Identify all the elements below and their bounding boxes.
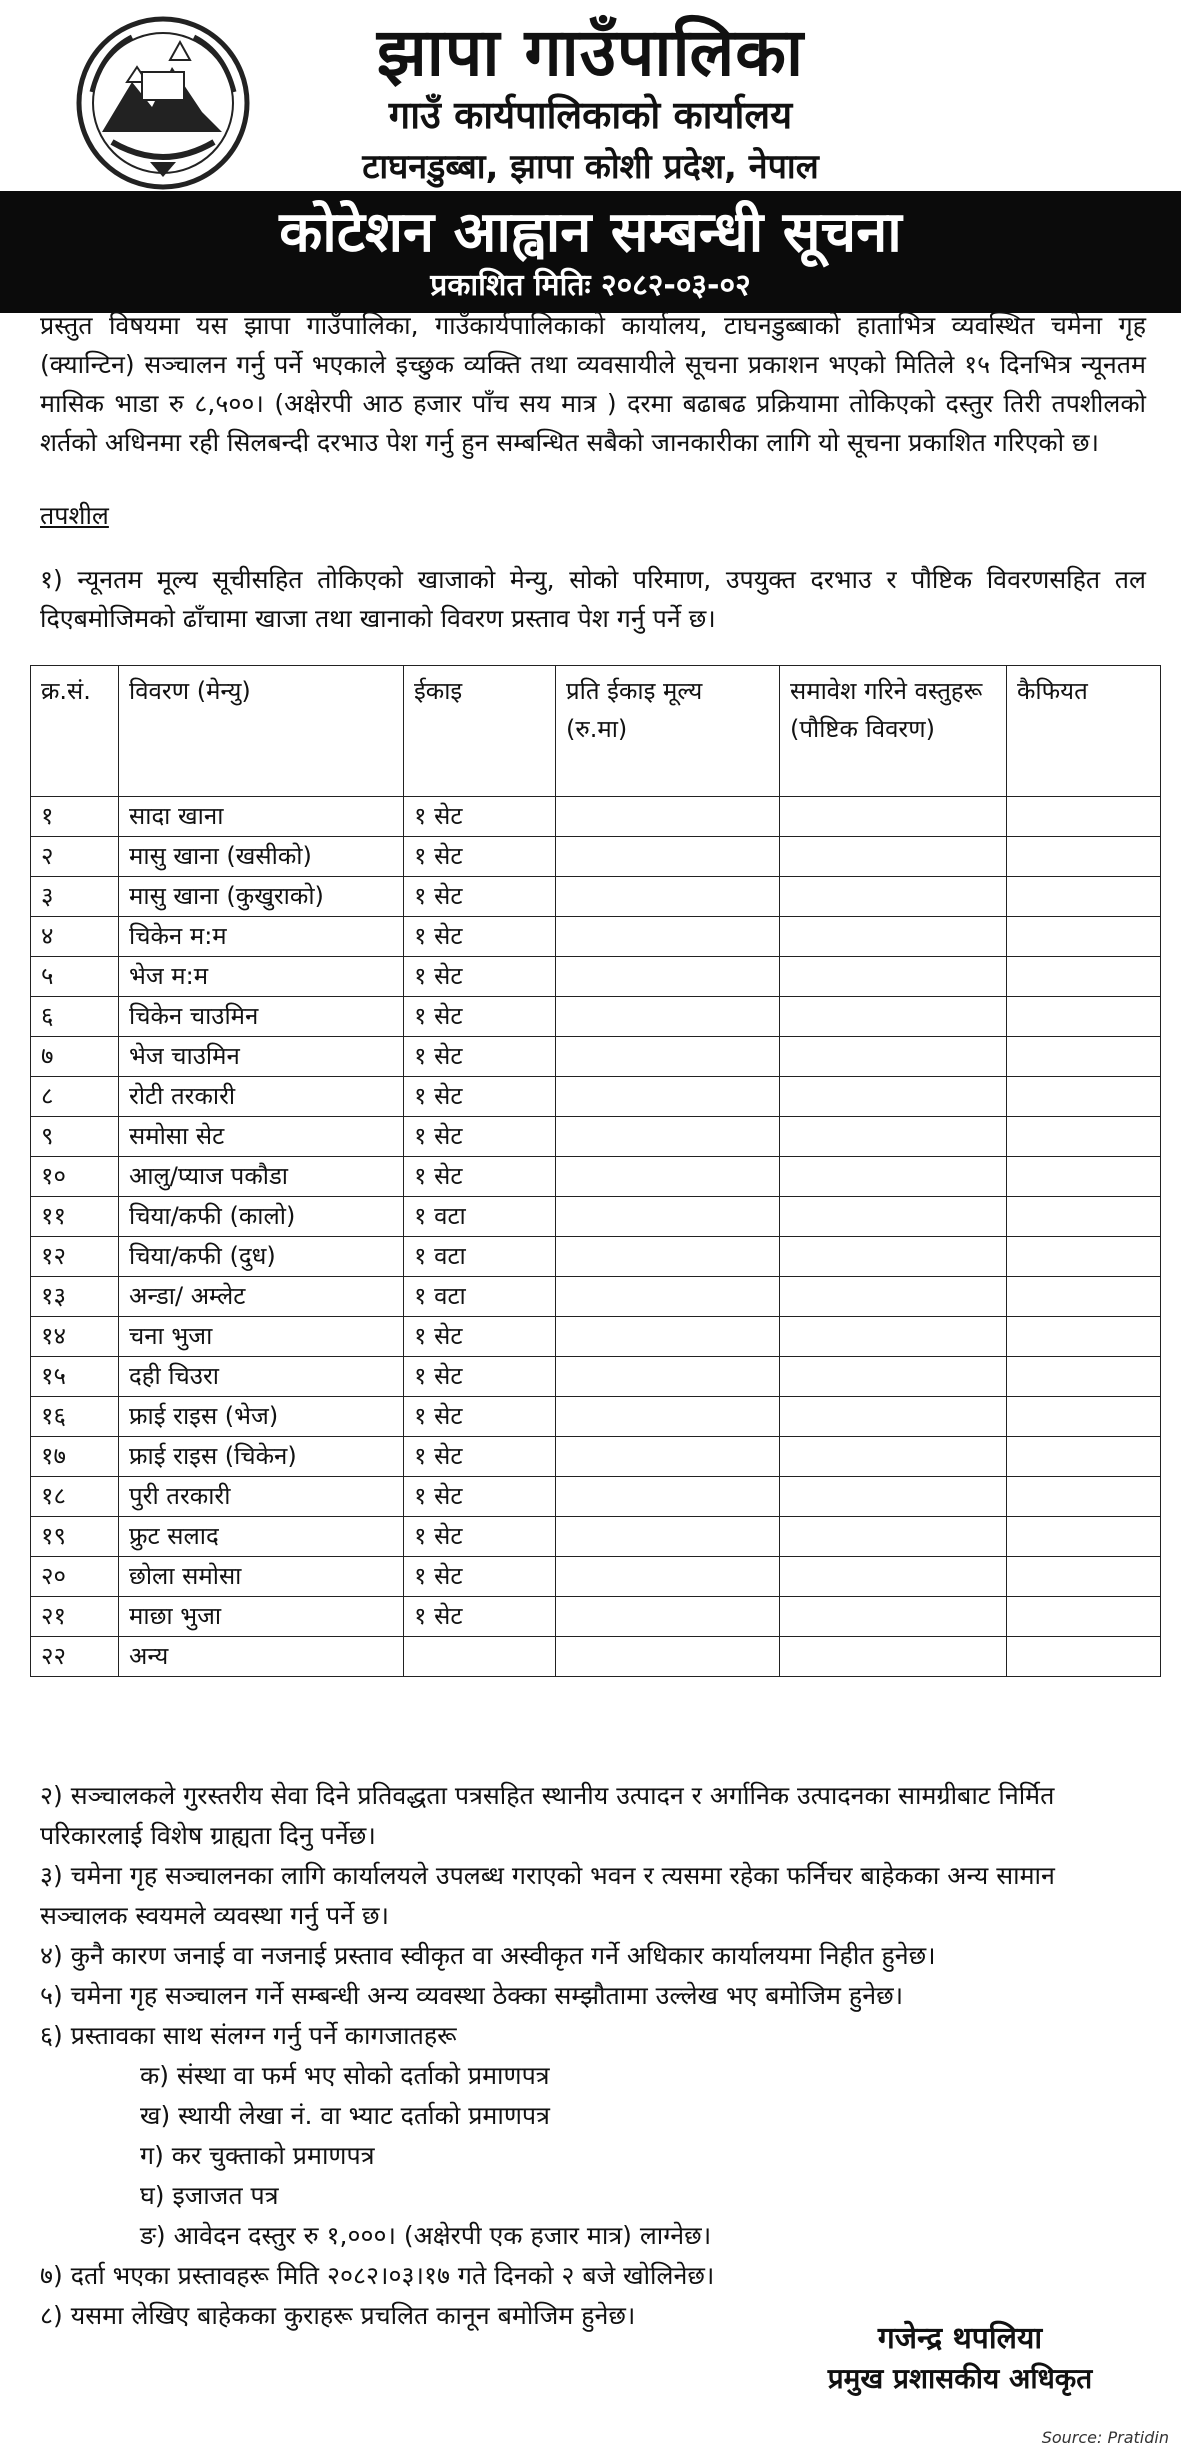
cell-price: [556, 1077, 780, 1117]
point-2: २) सञ्चालकले गुरस्तरीय सेवा दिने प्रतिवद्धता पत्रसहित स्थानीय उत्पादन र अर्गानिक उत्पादनका सामग्रीबाट निर्मित परिकारलाई विशेष ग्राह्यता दिनु पर्नेछ।: [40, 1781, 1055, 1850]
cell-remarks: [1007, 1637, 1161, 1677]
cell-nutrition: [780, 1637, 1007, 1677]
cell-unit: १ सेट: [404, 1477, 556, 1517]
cell-sn: १२: [31, 1237, 119, 1277]
cell-remarks: [1007, 1077, 1161, 1117]
table-row: [31, 1517, 1161, 1557]
cell-remarks: [1007, 1357, 1161, 1397]
cell-unit: १ सेट: [404, 997, 556, 1037]
cell-item: रोटी तरकारी: [119, 1077, 404, 1117]
cell-nutrition: [780, 1437, 1007, 1477]
table-row: [31, 1557, 1161, 1597]
cell-item: चिया/कफी (दुध): [119, 1237, 404, 1277]
table-row: [31, 1597, 1161, 1637]
point-1: १) न्यूनतम मूल्य सूचीसहित तोकिएको खाजाको मेन्यु, सोको परिमाण, उपयुक्त दरभाउ र पौष्टिक विवरणसहित तल दिएबमोजिमको ढाँचामा खाजा तथा खानाको विवरण प्रस्ताव पेश गर्नु पर्ने छ।: [40, 565, 1146, 633]
header-nutrition: समावेश गरिने वस्तुहरू (पौष्टिक विवरण): [780, 666, 1007, 797]
cell-sn: ७: [31, 1037, 119, 1077]
cell-price: [556, 1397, 780, 1437]
table-row: [31, 1037, 1161, 1077]
cell-sn: १९: [31, 1517, 119, 1557]
table-row: [31, 1197, 1161, 1237]
document-item: ख) स्थायी लेखा नं. वा भ्याट दर्ताको प्रमाणपत्र: [140, 2101, 550, 2130]
cell-nutrition: [780, 1317, 1007, 1357]
cell-price: [556, 1037, 780, 1077]
cell-remarks: [1007, 1277, 1161, 1317]
table-row: [31, 877, 1161, 917]
cell-item: दही चिउरा: [119, 1357, 404, 1397]
table-row: [31, 1317, 1161, 1357]
cell-unit: १ सेट: [404, 1437, 556, 1477]
cell-price: [556, 997, 780, 1037]
cell-remarks: [1007, 917, 1161, 957]
cell-sn: १४: [31, 1317, 119, 1357]
cell-nutrition: [780, 1157, 1007, 1197]
cell-item: चिया/कफी (कालो): [119, 1197, 404, 1237]
cell-remarks: [1007, 1317, 1161, 1357]
cell-remarks: [1007, 837, 1161, 877]
cell-price: [556, 1597, 780, 1637]
cell-remarks: [1007, 1597, 1161, 1637]
cell-nutrition: [780, 1557, 1007, 1597]
cell-unit: १ सेट: [404, 1557, 556, 1597]
notice-title: कोटेशन आह्वान सम्बन्धी सूचना: [279, 200, 902, 265]
cell-unit: १ वटा: [404, 1277, 556, 1317]
cell-remarks: [1007, 1557, 1161, 1597]
cell-nutrition: [780, 997, 1007, 1037]
cell-nutrition: [780, 837, 1007, 877]
cell-remarks: [1007, 957, 1161, 997]
cell-unit: १ वटा: [404, 1237, 556, 1277]
cell-unit: १ सेट: [404, 1397, 556, 1437]
cell-price: [556, 1317, 780, 1357]
cell-item: भेज चाउमिन: [119, 1037, 404, 1077]
cell-unit: १ वटा: [404, 1197, 556, 1237]
table-row: [31, 1117, 1161, 1157]
cell-price: [556, 1477, 780, 1517]
signatory-name: गजेन्द्र थपलिया: [877, 2321, 1043, 2356]
terms-list: [40, 1776, 1150, 2336]
source-credit: Source: Pratidin: [1041, 2428, 1169, 2447]
table-row: [31, 837, 1161, 877]
table-row: [31, 1437, 1161, 1477]
point-3: ३) चमेना गृह सञ्चालनका लागि कार्यालयले उपलब्ध गराएको भवन र त्यसमा रहेका फर्निचर बाहेकका अन्य सामान सञ्चालक स्वयमले व्यवस्था गर्नु पर्ने छ।: [40, 1861, 1055, 1930]
point-8: ८) यसमा लेखिए बाहेकका कुराहरू प्रचलित कानून बमोजिम हुनेछ।: [40, 2301, 636, 2330]
cell-sn: ६: [31, 997, 119, 1037]
cell-remarks: [1007, 1517, 1161, 1557]
cell-sn: ८: [31, 1077, 119, 1117]
cell-item: मासु खाना (खसीको): [119, 837, 404, 877]
header-price: प्रति ईकाइ मूल्य (रु.मा): [556, 666, 780, 797]
cell-item: चिकेन चाउमिन: [119, 997, 404, 1037]
table-row: [31, 1357, 1161, 1397]
cell-nutrition: [780, 1397, 1007, 1437]
cell-item: समोसा सेट: [119, 1117, 404, 1157]
cell-remarks: [1007, 797, 1161, 837]
cell-remarks: [1007, 997, 1161, 1037]
cell-sn: ४: [31, 917, 119, 957]
cell-remarks: [1007, 1197, 1161, 1237]
cell-unit: [404, 1637, 556, 1677]
table-row: [31, 1637, 1161, 1677]
table-row: [31, 1397, 1161, 1437]
menu-table: [30, 665, 1161, 1677]
table-row: [31, 1237, 1161, 1277]
cell-remarks: [1007, 1117, 1161, 1157]
cell-unit: १ सेट: [404, 917, 556, 957]
cell-unit: १ सेट: [404, 1157, 556, 1197]
document-item: क) संस्था वा फर्म भए सोको दर्ताको प्रमाणपत्र: [140, 2061, 550, 2090]
cell-item: फ्रुट सलाद: [119, 1517, 404, 1557]
table-header-row: [31, 666, 1161, 797]
cell-remarks: [1007, 1237, 1161, 1277]
cell-nutrition: [780, 1237, 1007, 1277]
cell-sn: ९: [31, 1117, 119, 1157]
cell-nutrition: [780, 957, 1007, 997]
cell-nutrition: [780, 1477, 1007, 1517]
cell-unit: १ सेट: [404, 1517, 556, 1557]
cell-price: [556, 957, 780, 997]
cell-price: [556, 1277, 780, 1317]
point-6: ६) प्रस्तावका साथ संलग्न गर्नु पर्ने कागजातहरू: [40, 2021, 457, 2050]
cell-unit: १ सेट: [404, 1597, 556, 1637]
cell-nutrition: [780, 917, 1007, 957]
cell-nutrition: [780, 1357, 1007, 1397]
table-row: [31, 1077, 1161, 1117]
cell-sn: १: [31, 797, 119, 837]
cell-nutrition: [780, 797, 1007, 837]
cell-price: [556, 1157, 780, 1197]
table-row: [31, 797, 1161, 837]
cell-remarks: [1007, 1037, 1161, 1077]
intro-paragraph: प्रस्तुत विषयमा यस झापा गाउँपालिका, गाउँकार्यपालिकाको कार्यालय, टाघनडुब्बाको हाताभित्र व्यवस्थित चमेना गृह (क्यान्टिन) सञ्चालन गर्नु पर्ने भएकाले इच्छुक व्यक्ति तथा व्यवसायीले सूचना प्रकाशन भएको मितिले १५ दिनभित्र न्यूनतम मासिक भाडा रु ८,५००। (अक्षेरपी आठ हजार पाँच सय मात्र ) दरमा बढाबढ प्रक्रियामा तोकिएको दस्तुर तिरी तपशीलको शर्तको अधिनमा रही सिलबन्दी दरभाउ पेश गर्नु हुन सम्बन्धित सबैको जानकारीका लागि यो सूचना प्रकाशित गरिएको छ।: [40, 311, 1146, 457]
cell-sn: ११: [31, 1197, 119, 1237]
published-date: प्रकाशित मितिः २०८२-०३-०२: [430, 268, 751, 303]
cell-unit: १ सेट: [404, 1317, 556, 1357]
table-row: [31, 917, 1161, 957]
cell-remarks: [1007, 1437, 1161, 1477]
signatory-title: प्रमुख प्रशासकीय अधिकृत: [827, 2362, 1093, 2395]
document-item: ङ) आवेदन दस्तुर रु १,०००। (अक्षेरपी एक हजार मात्र) लाग्नेछ।: [140, 2221, 712, 2250]
cell-item: फ्राई राइस (भेज): [119, 1397, 404, 1437]
cell-nutrition: [780, 1037, 1007, 1077]
cell-item: अन्य: [119, 1637, 404, 1677]
cell-item: मासु खाना (कुखुराको): [119, 877, 404, 917]
cell-nutrition: [780, 1077, 1007, 1117]
cell-price: [556, 877, 780, 917]
cell-nutrition: [780, 877, 1007, 917]
cell-unit: १ सेट: [404, 837, 556, 877]
cell-item: चना भुजा: [119, 1317, 404, 1357]
cell-sn: १५: [31, 1357, 119, 1397]
cell-unit: १ सेट: [404, 1077, 556, 1117]
header-remarks: कैफियत: [1007, 666, 1161, 797]
cell-price: [556, 1437, 780, 1477]
document-item: ग) कर चुक्ताको प्रमाणपत्र: [140, 2141, 375, 2170]
point-4: ४) कुनै कारण जनाई वा नजनाई प्रस्ताव स्वीकृत वा अस्वीकृत गर्ने अधिकार कार्यालयमा निहीत हुनेछ।: [40, 1941, 936, 1970]
cell-unit: १ सेट: [404, 1117, 556, 1157]
header-item: विवरण (मेन्यु): [119, 666, 404, 797]
cell-sn: ३: [31, 877, 119, 917]
cell-sn: १३: [31, 1277, 119, 1317]
cell-remarks: [1007, 1477, 1161, 1517]
document-item: घ) इजाजत पत्र: [140, 2181, 279, 2210]
cell-sn: २: [31, 837, 119, 877]
cell-unit: १ सेट: [404, 877, 556, 917]
cell-price: [556, 917, 780, 957]
cell-nutrition: [780, 1597, 1007, 1637]
cell-price: [556, 1197, 780, 1237]
cell-sn: २१: [31, 1597, 119, 1637]
cell-unit: १ सेट: [404, 1037, 556, 1077]
cell-remarks: [1007, 1397, 1161, 1437]
table-row: [31, 1157, 1161, 1197]
org-name: झापा गाउँपालिका: [376, 14, 805, 91]
cell-nutrition: [780, 1277, 1007, 1317]
cell-item: चिकेन म:म: [119, 917, 404, 957]
table-row: [31, 997, 1161, 1037]
cell-price: [556, 1117, 780, 1157]
office-address: टाघनडुब्बा, झापा कोशी प्रदेश, नेपाल: [362, 147, 819, 187]
table-row: [31, 1277, 1161, 1317]
cell-price: [556, 1357, 780, 1397]
cell-remarks: [1007, 1157, 1161, 1197]
cell-price: [556, 837, 780, 877]
cell-nutrition: [780, 1517, 1007, 1557]
cell-remarks: [1007, 877, 1161, 917]
cell-sn: ५: [31, 957, 119, 997]
cell-item: छोला समोसा: [119, 1557, 404, 1597]
office-name: गाउँ कार्यपालिकाको कार्यालय: [388, 93, 793, 137]
cell-nutrition: [780, 1117, 1007, 1157]
cell-price: [556, 797, 780, 837]
cell-price: [556, 1637, 780, 1677]
cell-sn: १६: [31, 1397, 119, 1437]
cell-sn: २२: [31, 1637, 119, 1677]
table-row: [31, 957, 1161, 997]
header-unit: ईकाइ: [404, 666, 556, 797]
cell-unit: १ सेट: [404, 1357, 556, 1397]
point-5: ५) चमेना गृह सञ्चालन गर्ने सम्बन्धी अन्य व्यवस्था ठेक्का सम्झौतामा उल्लेख भए बमोजिम हुनेछ।: [40, 1981, 904, 2010]
point-7: ७) दर्ता भएका प्रस्तावहरू मिति २०८२।०३।१७ गते दिनको २ बजे खोलिनेछ।: [40, 2261, 715, 2290]
cell-unit: १ सेट: [404, 797, 556, 837]
header-sn: क्र.सं.: [31, 666, 119, 797]
cell-sn: १७: [31, 1437, 119, 1477]
cell-sn: २०: [31, 1557, 119, 1597]
cell-item: भेज म:म: [119, 957, 404, 997]
cell-price: [556, 1557, 780, 1597]
table-row: [31, 1477, 1161, 1517]
cell-price: [556, 1237, 780, 1277]
cell-sn: १८: [31, 1477, 119, 1517]
cell-item: सादा खाना: [119, 797, 404, 837]
cell-item: अन्डा/ अम्लेट: [119, 1277, 404, 1317]
cell-unit: १ सेट: [404, 957, 556, 997]
details-heading: तपशील: [40, 501, 109, 530]
cell-item: आलु/प्याज पकौडा: [119, 1157, 404, 1197]
cell-item: फ्राई राइस (चिकेन): [119, 1437, 404, 1477]
cell-sn: १०: [31, 1157, 119, 1197]
cell-item: पुरी तरकारी: [119, 1477, 404, 1517]
cell-price: [556, 1517, 780, 1557]
cell-item: माछा भुजा: [119, 1597, 404, 1637]
cell-nutrition: [780, 1197, 1007, 1237]
